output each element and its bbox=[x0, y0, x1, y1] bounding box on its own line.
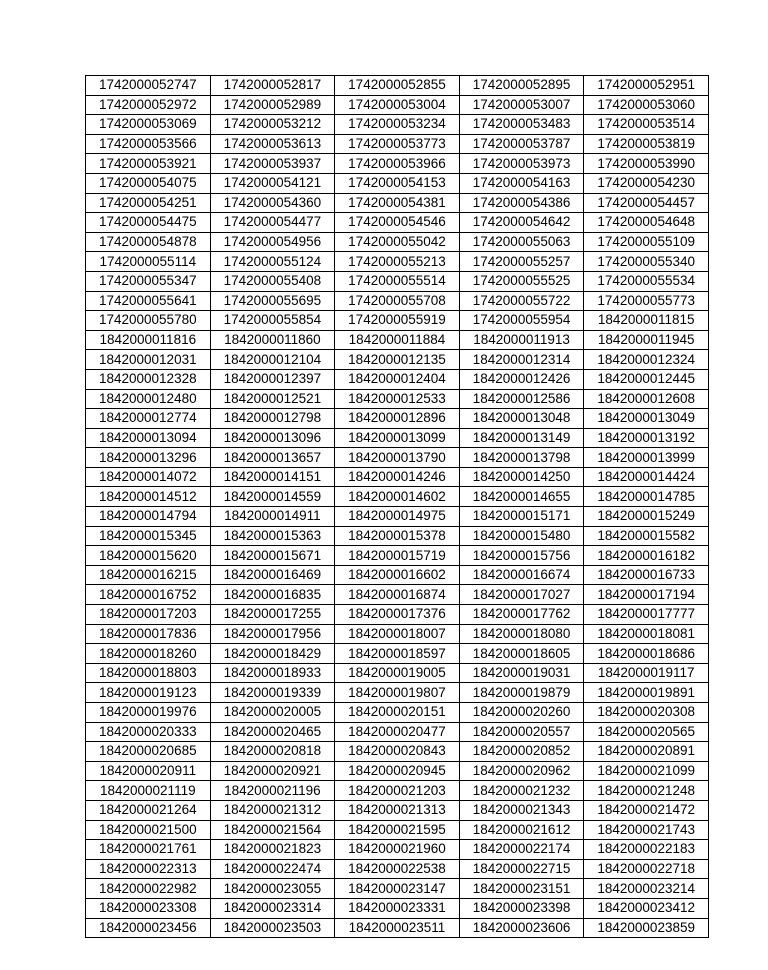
table-cell: 1842000012480 bbox=[86, 389, 211, 409]
table-cell: 1842000018007 bbox=[335, 624, 460, 644]
table-cell: 1842000019031 bbox=[459, 663, 584, 683]
table-cell: 1842000022718 bbox=[584, 859, 709, 879]
table-cell: 1842000023859 bbox=[584, 918, 709, 938]
table-cell: 1842000014602 bbox=[335, 487, 460, 507]
table-cell: 1842000012426 bbox=[459, 369, 584, 389]
table-cell: 1842000014250 bbox=[459, 467, 584, 487]
table-row bbox=[86, 879, 709, 899]
table-cell: 1842000021960 bbox=[335, 840, 460, 860]
table-cell: 1842000014512 bbox=[86, 487, 211, 507]
table-cell: 1842000020843 bbox=[335, 742, 460, 762]
table-cell: 1742000054642 bbox=[459, 213, 584, 233]
table-cell: 1842000014072 bbox=[86, 467, 211, 487]
table-cell: 1842000023151 bbox=[459, 879, 584, 899]
table-row bbox=[86, 232, 709, 252]
table-cell: 1742000053773 bbox=[335, 134, 460, 154]
table-cell: 1842000018605 bbox=[459, 644, 584, 664]
table-cell: 1842000021343 bbox=[459, 800, 584, 820]
table-cell: 1742000055525 bbox=[459, 271, 584, 291]
table-cell: 1842000012445 bbox=[584, 369, 709, 389]
table-cell: 1842000022538 bbox=[335, 859, 460, 879]
table-cell: 1842000013657 bbox=[210, 448, 335, 468]
table-cell: 1842000020685 bbox=[86, 742, 211, 762]
table-cell: 1742000053007 bbox=[459, 95, 584, 115]
table-cell: 1842000020005 bbox=[210, 703, 335, 723]
table-cell: 1842000021203 bbox=[335, 781, 460, 801]
table-cell: 1842000012586 bbox=[459, 389, 584, 409]
table-row bbox=[86, 134, 709, 154]
table-cell: 1842000015582 bbox=[584, 526, 709, 546]
table-cell: 1842000020891 bbox=[584, 742, 709, 762]
table-cell: 1842000022474 bbox=[210, 859, 335, 879]
table-row bbox=[86, 624, 709, 644]
table-cell: 1742000053566 bbox=[86, 134, 211, 154]
table-cell: 1842000020565 bbox=[584, 722, 709, 742]
table-row bbox=[86, 389, 709, 409]
table-cell: 1842000023503 bbox=[210, 918, 335, 938]
table-cell: 1842000013798 bbox=[459, 448, 584, 468]
table-cell: 1742000053819 bbox=[584, 134, 709, 154]
table-row bbox=[86, 644, 709, 664]
table-cell: 1742000055695 bbox=[210, 291, 335, 311]
table-cell: 1842000020465 bbox=[210, 722, 335, 742]
table-cell: 1842000023308 bbox=[86, 898, 211, 918]
table-row bbox=[86, 487, 709, 507]
table-cell: 1742000052989 bbox=[210, 95, 335, 115]
table-cell: 1742000055124 bbox=[210, 252, 335, 272]
table-cell: 1842000012135 bbox=[335, 350, 460, 370]
table-cell: 1742000054956 bbox=[210, 232, 335, 252]
table-row bbox=[86, 291, 709, 311]
table-cell: 1842000022183 bbox=[584, 840, 709, 860]
table-cell: 1842000015671 bbox=[210, 546, 335, 566]
table-cell: 1742000054360 bbox=[210, 193, 335, 213]
table-cell: 1842000015378 bbox=[335, 526, 460, 546]
id-number-table-body bbox=[86, 76, 709, 938]
table-cell: 1842000014911 bbox=[210, 507, 335, 527]
table-cell: 1742000055408 bbox=[210, 271, 335, 291]
table-cell: 1842000012774 bbox=[86, 409, 211, 429]
table-cell: 1842000013096 bbox=[210, 428, 335, 448]
table-cell: 1842000013999 bbox=[584, 448, 709, 468]
table-cell: 1842000019117 bbox=[584, 663, 709, 683]
table-cell: 1842000018686 bbox=[584, 644, 709, 664]
table-cell: 1842000012328 bbox=[86, 369, 211, 389]
table-cell: 1842000021500 bbox=[86, 820, 211, 840]
table-cell: 1842000019123 bbox=[86, 683, 211, 703]
table-cell: 1842000011884 bbox=[335, 330, 460, 350]
table-cell: 1742000055722 bbox=[459, 291, 584, 311]
table-cell: 1842000021472 bbox=[584, 800, 709, 820]
table-cell: 1842000020260 bbox=[459, 703, 584, 723]
table-cell: 1842000012533 bbox=[335, 389, 460, 409]
table-row bbox=[86, 330, 709, 350]
table-cell: 1742000053234 bbox=[335, 115, 460, 135]
table-cell: 1842000019976 bbox=[86, 703, 211, 723]
table-cell: 1742000054075 bbox=[86, 173, 211, 193]
table-row bbox=[86, 820, 709, 840]
table-cell: 1742000053966 bbox=[335, 154, 460, 174]
table-cell: 1842000016182 bbox=[584, 546, 709, 566]
table-row bbox=[86, 918, 709, 938]
table-row bbox=[86, 585, 709, 605]
table-row bbox=[86, 663, 709, 683]
table-cell: 1842000011816 bbox=[86, 330, 211, 350]
table-cell: 1842000013094 bbox=[86, 428, 211, 448]
table-row bbox=[86, 546, 709, 566]
table-row bbox=[86, 507, 709, 527]
table-cell: 1842000012608 bbox=[584, 389, 709, 409]
table-cell: 1842000020308 bbox=[584, 703, 709, 723]
table-cell: 1842000021264 bbox=[86, 800, 211, 820]
table-cell: 1842000016469 bbox=[210, 565, 335, 585]
table-row bbox=[86, 428, 709, 448]
table-cell: 1842000014785 bbox=[584, 487, 709, 507]
table-row bbox=[86, 742, 709, 762]
table-cell: 1842000023511 bbox=[335, 918, 460, 938]
table-cell: 1842000020911 bbox=[86, 761, 211, 781]
table-cell: 1742000053613 bbox=[210, 134, 335, 154]
table-cell: 1742000055854 bbox=[210, 311, 335, 331]
table-cell: 1742000055534 bbox=[584, 271, 709, 291]
table-cell: 1842000014151 bbox=[210, 467, 335, 487]
table-cell: 1842000012314 bbox=[459, 350, 584, 370]
table-cell: 1842000020962 bbox=[459, 761, 584, 781]
table-cell: 1742000053514 bbox=[584, 115, 709, 135]
table-cell: 1742000055257 bbox=[459, 252, 584, 272]
table-cell: 1742000054121 bbox=[210, 173, 335, 193]
table-cell: 1842000021595 bbox=[335, 820, 460, 840]
table-cell: 1842000021099 bbox=[584, 761, 709, 781]
table-cell: 1742000053069 bbox=[86, 115, 211, 135]
table-row bbox=[86, 683, 709, 703]
table-cell: 1742000055954 bbox=[459, 311, 584, 331]
table-cell: 1842000013192 bbox=[584, 428, 709, 448]
table-cell: 1842000019891 bbox=[584, 683, 709, 703]
table-cell: 1742000055347 bbox=[86, 271, 211, 291]
table-cell: 1842000015620 bbox=[86, 546, 211, 566]
table-cell: 1842000014794 bbox=[86, 507, 211, 527]
table-cell: 1742000054163 bbox=[459, 173, 584, 193]
table-cell: 1842000011913 bbox=[459, 330, 584, 350]
table-row bbox=[86, 722, 709, 742]
table-cell: 1842000017194 bbox=[584, 585, 709, 605]
table-cell: 1842000018081 bbox=[584, 624, 709, 644]
table-row bbox=[86, 311, 709, 331]
table-cell: 1842000017836 bbox=[86, 624, 211, 644]
table-row bbox=[86, 565, 709, 585]
table-row bbox=[86, 898, 709, 918]
table-cell: 1842000015756 bbox=[459, 546, 584, 566]
table-cell: 1842000012031 bbox=[86, 350, 211, 370]
table-cell: 1742000054878 bbox=[86, 232, 211, 252]
table-cell: 1842000015249 bbox=[584, 507, 709, 527]
table-cell: 1842000015480 bbox=[459, 526, 584, 546]
table-cell: 1742000054386 bbox=[459, 193, 584, 213]
table-cell: 1842000018429 bbox=[210, 644, 335, 664]
table-cell: 1842000016602 bbox=[335, 565, 460, 585]
table-cell: 1842000013790 bbox=[335, 448, 460, 468]
table-cell: 1842000012104 bbox=[210, 350, 335, 370]
table-row bbox=[86, 448, 709, 468]
table-row bbox=[86, 840, 709, 860]
table-cell: 1842000013099 bbox=[335, 428, 460, 448]
table-cell: 1742000053483 bbox=[459, 115, 584, 135]
table-cell: 1742000055514 bbox=[335, 271, 460, 291]
table-cell: 1742000055063 bbox=[459, 232, 584, 252]
table-cell: 1842000011815 bbox=[584, 311, 709, 331]
table-cell: 1842000021761 bbox=[86, 840, 211, 860]
table-cell: 1842000014975 bbox=[335, 507, 460, 527]
table-cell: 1842000022982 bbox=[86, 879, 211, 899]
table-cell: 1742000055114 bbox=[86, 252, 211, 272]
table-cell: 1742000054381 bbox=[335, 193, 460, 213]
table-row bbox=[86, 703, 709, 723]
table-cell: 1842000012404 bbox=[335, 369, 460, 389]
table-row bbox=[86, 115, 709, 135]
table-row bbox=[86, 154, 709, 174]
table-cell: 1842000013049 bbox=[584, 409, 709, 429]
table-cell: 1842000018080 bbox=[459, 624, 584, 644]
table-row bbox=[86, 193, 709, 213]
table-cell: 1842000017956 bbox=[210, 624, 335, 644]
table-row bbox=[86, 409, 709, 429]
table-cell: 1742000054546 bbox=[335, 213, 460, 233]
table-cell: 1842000021312 bbox=[210, 800, 335, 820]
table-cell: 1742000053973 bbox=[459, 154, 584, 174]
table-row bbox=[86, 76, 709, 96]
table-cell: 1842000011945 bbox=[584, 330, 709, 350]
table-cell: 1842000014559 bbox=[210, 487, 335, 507]
table-cell: 1842000020921 bbox=[210, 761, 335, 781]
table-cell: 1842000015719 bbox=[335, 546, 460, 566]
id-number-table bbox=[85, 75, 709, 938]
table-cell: 1742000055919 bbox=[335, 311, 460, 331]
table-row bbox=[86, 213, 709, 233]
table-cell: 1742000054251 bbox=[86, 193, 211, 213]
table-cell: 1842000019005 bbox=[335, 663, 460, 683]
table-cell: 1842000022715 bbox=[459, 859, 584, 879]
table-cell: 1842000023456 bbox=[86, 918, 211, 938]
table-cell: 1842000020852 bbox=[459, 742, 584, 762]
table-cell: 1842000023606 bbox=[459, 918, 584, 938]
table-row bbox=[86, 761, 709, 781]
table-row bbox=[86, 467, 709, 487]
table-cell: 1742000053004 bbox=[335, 95, 460, 115]
table-cell: 1742000055773 bbox=[584, 291, 709, 311]
table-cell: 1842000013048 bbox=[459, 409, 584, 429]
table-cell: 1842000021196 bbox=[210, 781, 335, 801]
table-cell: 1842000017027 bbox=[459, 585, 584, 605]
table-cell: 1842000017777 bbox=[584, 605, 709, 625]
table-cell: 1842000020557 bbox=[459, 722, 584, 742]
table-cell: 1842000016674 bbox=[459, 565, 584, 585]
table-cell: 1742000053212 bbox=[210, 115, 335, 135]
table-cell: 1842000020333 bbox=[86, 722, 211, 742]
table-cell: 1742000054457 bbox=[584, 193, 709, 213]
table-cell: 1742000052855 bbox=[335, 76, 460, 96]
table-cell: 1842000015171 bbox=[459, 507, 584, 527]
table-cell: 1842000017376 bbox=[335, 605, 460, 625]
table-cell: 1742000052817 bbox=[210, 76, 335, 96]
table-cell: 1842000017203 bbox=[86, 605, 211, 625]
table-cell: 1842000019807 bbox=[335, 683, 460, 703]
table-cell: 1842000015363 bbox=[210, 526, 335, 546]
table-cell: 1742000055213 bbox=[335, 252, 460, 272]
table-cell: 1842000012896 bbox=[335, 409, 460, 429]
table-cell: 1842000020151 bbox=[335, 703, 460, 723]
table-cell: 1842000014246 bbox=[335, 467, 460, 487]
table-cell: 1842000016874 bbox=[335, 585, 460, 605]
table-cell: 1742000053787 bbox=[459, 134, 584, 154]
table-cell: 1842000023331 bbox=[335, 898, 460, 918]
table-cell: 1842000022174 bbox=[459, 840, 584, 860]
table-cell: 1842000023314 bbox=[210, 898, 335, 918]
table-cell: 1842000023214 bbox=[584, 879, 709, 899]
table-cell: 1842000013149 bbox=[459, 428, 584, 448]
table-cell: 1742000054230 bbox=[584, 173, 709, 193]
table-cell: 1842000016733 bbox=[584, 565, 709, 585]
table-cell: 1842000012324 bbox=[584, 350, 709, 370]
table-cell: 1742000055708 bbox=[335, 291, 460, 311]
table-cell: 1842000017762 bbox=[459, 605, 584, 625]
table-row bbox=[86, 859, 709, 879]
table-cell: 1742000055109 bbox=[584, 232, 709, 252]
table-cell: 1842000018933 bbox=[210, 663, 335, 683]
table-row bbox=[86, 252, 709, 272]
table-cell: 1742000054153 bbox=[335, 173, 460, 193]
table-cell: 1842000021313 bbox=[335, 800, 460, 820]
table-cell: 1742000053921 bbox=[86, 154, 211, 174]
table-row bbox=[86, 605, 709, 625]
table-cell: 1842000017255 bbox=[210, 605, 335, 625]
table-row bbox=[86, 350, 709, 370]
table-cell: 1842000022313 bbox=[86, 859, 211, 879]
table-cell: 1842000023398 bbox=[459, 898, 584, 918]
table-cell: 1842000021248 bbox=[584, 781, 709, 801]
table-row bbox=[86, 526, 709, 546]
table-cell: 1742000054648 bbox=[584, 213, 709, 233]
table-row bbox=[86, 95, 709, 115]
table-cell: 1842000012521 bbox=[210, 389, 335, 409]
table-cell: 1842000018260 bbox=[86, 644, 211, 664]
table-cell: 1742000054477 bbox=[210, 213, 335, 233]
table-cell: 1842000021119 bbox=[86, 781, 211, 801]
table-cell: 1842000021232 bbox=[459, 781, 584, 801]
table-cell: 1842000012798 bbox=[210, 409, 335, 429]
table-cell: 1842000020945 bbox=[335, 761, 460, 781]
table-cell: 1842000023147 bbox=[335, 879, 460, 899]
table-cell: 1742000053937 bbox=[210, 154, 335, 174]
table-cell: 1742000055042 bbox=[335, 232, 460, 252]
table-cell: 1842000018597 bbox=[335, 644, 460, 664]
table-cell: 1842000023412 bbox=[584, 898, 709, 918]
table-cell: 1842000019879 bbox=[459, 683, 584, 703]
table-cell: 1842000018803 bbox=[86, 663, 211, 683]
table-cell: 1842000021564 bbox=[210, 820, 335, 840]
table-cell: 1742000052972 bbox=[86, 95, 211, 115]
table-cell: 1842000019339 bbox=[210, 683, 335, 703]
table-cell: 1842000021612 bbox=[459, 820, 584, 840]
table-cell: 1842000021743 bbox=[584, 820, 709, 840]
table-cell: 1842000020818 bbox=[210, 742, 335, 762]
table-cell: 1842000015345 bbox=[86, 526, 211, 546]
table-cell: 1742000053060 bbox=[584, 95, 709, 115]
table-row bbox=[86, 781, 709, 801]
table-cell: 1842000023055 bbox=[210, 879, 335, 899]
table-cell: 1842000016835 bbox=[210, 585, 335, 605]
table-cell: 1842000016752 bbox=[86, 585, 211, 605]
table-cell: 1742000053990 bbox=[584, 154, 709, 174]
table-row bbox=[86, 173, 709, 193]
table-row bbox=[86, 800, 709, 820]
table-cell: 1742000054475 bbox=[86, 213, 211, 233]
table-cell: 1742000052951 bbox=[584, 76, 709, 96]
table-cell: 1842000014424 bbox=[584, 467, 709, 487]
table-cell: 1842000012397 bbox=[210, 369, 335, 389]
table-cell: 1842000020477 bbox=[335, 722, 460, 742]
table-cell: 1742000055340 bbox=[584, 252, 709, 272]
table-row bbox=[86, 271, 709, 291]
table-cell: 1842000011860 bbox=[210, 330, 335, 350]
table-row bbox=[86, 369, 709, 389]
table-cell: 1842000016215 bbox=[86, 565, 211, 585]
table-cell: 1842000013296 bbox=[86, 448, 211, 468]
table-cell: 1842000014655 bbox=[459, 487, 584, 507]
table-cell: 1742000055641 bbox=[86, 291, 211, 311]
table-cell: 1742000052895 bbox=[459, 76, 584, 96]
table-cell: 1742000055780 bbox=[86, 311, 211, 331]
table-cell: 1842000021823 bbox=[210, 840, 335, 860]
table-cell: 1742000052747 bbox=[86, 76, 211, 96]
